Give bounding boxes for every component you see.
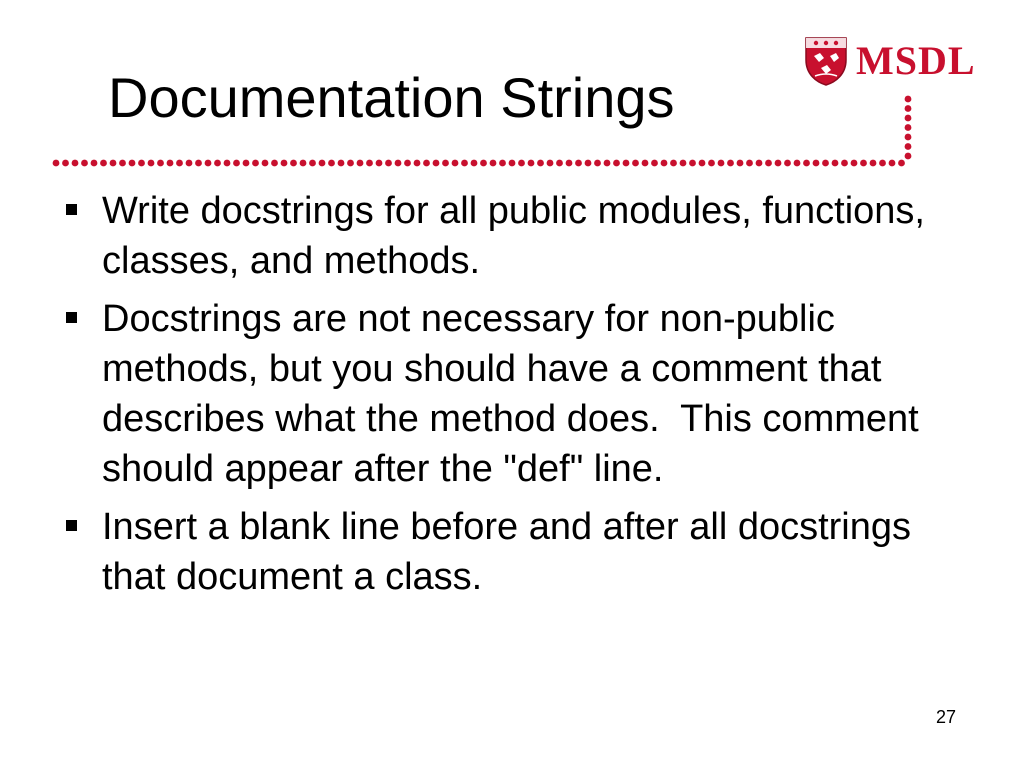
decorative-dot bbox=[509, 160, 516, 167]
square-bullet-icon bbox=[66, 312, 77, 323]
decorative-dot bbox=[471, 160, 478, 167]
decorative-dot bbox=[271, 160, 278, 167]
decorative-dot bbox=[423, 160, 430, 167]
decorative-dot bbox=[832, 160, 839, 167]
decorative-dot bbox=[528, 160, 535, 167]
decorative-dot bbox=[414, 160, 421, 167]
decorative-dot bbox=[651, 160, 658, 167]
decorative-dot bbox=[395, 160, 402, 167]
decorative-dot bbox=[81, 160, 88, 167]
slide-title: Documentation Strings bbox=[108, 66, 675, 129]
decorative-dot bbox=[357, 160, 364, 167]
decorative-dot bbox=[205, 160, 212, 167]
decorative-dot bbox=[157, 160, 164, 167]
decorative-dot bbox=[129, 160, 136, 167]
decorative-dot bbox=[480, 160, 487, 167]
decorative-dot bbox=[176, 160, 183, 167]
decorative-dot bbox=[905, 143, 912, 150]
decorative-dot bbox=[613, 160, 620, 167]
decorative-dot bbox=[604, 160, 611, 167]
bullet-item bbox=[66, 186, 946, 286]
decorative-dot bbox=[262, 160, 269, 167]
decorative-dot bbox=[794, 160, 801, 167]
decorative-dot bbox=[905, 153, 912, 160]
decorative-dot bbox=[556, 160, 563, 167]
page-number: 27 bbox=[936, 707, 957, 727]
decorative-dot bbox=[642, 160, 649, 167]
decorative-dot bbox=[186, 160, 193, 167]
decorative-dot bbox=[632, 160, 639, 167]
decorative-dot bbox=[585, 160, 592, 167]
decorative-dot bbox=[328, 160, 335, 167]
decorative-dot bbox=[670, 160, 677, 167]
decorative-dot bbox=[499, 160, 506, 167]
decorative-dot bbox=[905, 134, 912, 141]
decorative-dot bbox=[100, 160, 107, 167]
decorative-dot bbox=[148, 160, 155, 167]
logo-text: MSDL bbox=[856, 38, 976, 83]
decorative-dot bbox=[138, 160, 145, 167]
decorative-dot bbox=[718, 160, 725, 167]
decorative-dot bbox=[442, 160, 449, 167]
bullet-list bbox=[66, 186, 946, 610]
decorative-dot bbox=[300, 160, 307, 167]
decorative-dot bbox=[281, 160, 288, 167]
decorative-dot bbox=[851, 160, 858, 167]
decorative-dot bbox=[737, 160, 744, 167]
decorative-dot bbox=[680, 160, 687, 167]
square-bullet-icon bbox=[66, 520, 77, 531]
decorative-dot bbox=[547, 160, 554, 167]
decorative-dot bbox=[898, 160, 905, 167]
decorative-dot bbox=[860, 160, 867, 167]
decorative-dot bbox=[746, 160, 753, 167]
decorative-dot bbox=[689, 160, 696, 167]
decorative-dot bbox=[813, 160, 820, 167]
decorative-dot bbox=[195, 160, 202, 167]
decorative-dot bbox=[243, 160, 250, 167]
decorative-dot bbox=[119, 160, 126, 167]
decorative-dot bbox=[233, 160, 240, 167]
decorative-dot bbox=[376, 160, 383, 167]
decorative-dot bbox=[699, 160, 706, 167]
bullet-text: Write docstrings for all public modules, functions, classes, and methods. bbox=[102, 190, 936, 282]
decorative-dot bbox=[765, 160, 772, 167]
decorative-dot bbox=[841, 160, 848, 167]
decorative-dot bbox=[575, 160, 582, 167]
decorative-dot bbox=[461, 160, 468, 167]
decorative-dot bbox=[72, 160, 79, 167]
decorative-dot bbox=[822, 160, 829, 167]
decorative-dot bbox=[91, 160, 98, 167]
decorative-dot bbox=[433, 160, 440, 167]
decorative-dot bbox=[53, 160, 60, 167]
decorative-dot bbox=[309, 160, 316, 167]
decorative-dot bbox=[566, 160, 573, 167]
bullet-item bbox=[66, 502, 946, 602]
shield-icon bbox=[804, 36, 848, 86]
bullet-item bbox=[66, 294, 946, 494]
decorative-dot bbox=[167, 160, 174, 167]
decorative-dot bbox=[62, 160, 69, 167]
decorative-dot bbox=[905, 105, 912, 112]
decorative-dot bbox=[366, 160, 373, 167]
decorative-dot bbox=[905, 115, 912, 122]
decorative-dot bbox=[252, 160, 259, 167]
decorative-dot bbox=[452, 160, 459, 167]
decorative-dot bbox=[338, 160, 345, 167]
decorative-dot bbox=[319, 160, 326, 167]
decorative-dot bbox=[214, 160, 221, 167]
decorative-dot bbox=[110, 160, 117, 167]
decorative-dot bbox=[879, 160, 886, 167]
decorative-dot bbox=[490, 160, 497, 167]
decorative-dot bbox=[385, 160, 392, 167]
decorative-dot bbox=[224, 160, 231, 167]
decorative-dot bbox=[905, 124, 912, 131]
msdl-logo bbox=[804, 34, 994, 90]
decorative-dot bbox=[756, 160, 763, 167]
decorative-dot bbox=[623, 160, 630, 167]
bullet-text: Docstrings are not necessary for non-public methods, but you should have a comment that describes what the method does. This comment should appear after the "def" line. bbox=[102, 298, 930, 490]
decorative-dot bbox=[803, 160, 810, 167]
decorative-dot bbox=[870, 160, 877, 167]
decorative-dot bbox=[537, 160, 544, 167]
decorative-dot bbox=[518, 160, 525, 167]
decorative-dot bbox=[889, 160, 896, 167]
bullet-text: Insert a blank line before and after all docstrings that document a class. bbox=[102, 506, 922, 598]
decorative-dot bbox=[708, 160, 715, 167]
decorative-dot bbox=[905, 96, 912, 103]
decorative-dot bbox=[404, 160, 411, 167]
square-bullet-icon bbox=[66, 204, 77, 215]
decorative-dot bbox=[594, 160, 601, 167]
decorative-dot bbox=[784, 160, 791, 167]
decorative-dot bbox=[727, 160, 734, 167]
decorative-dot bbox=[347, 160, 354, 167]
decorative-dot bbox=[775, 160, 782, 167]
decorative-dot bbox=[661, 160, 668, 167]
decorative-dot bbox=[290, 160, 297, 167]
